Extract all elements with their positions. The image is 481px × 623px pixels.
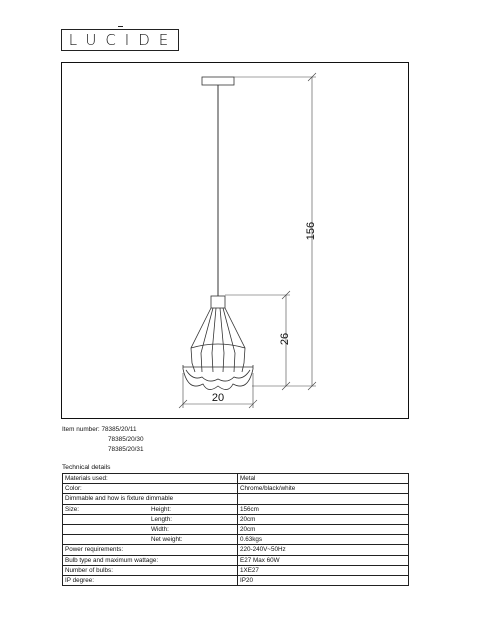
- table-row: [63, 494, 409, 504]
- table-row: [63, 555, 409, 565]
- technical-details-table: [62, 473, 409, 586]
- spec-value: IP20: [238, 575, 409, 585]
- spec-label: [63, 504, 238, 514]
- spec-label: IP degree:: [63, 575, 238, 585]
- table-row: [63, 565, 409, 575]
- lamp-holder: [211, 296, 225, 308]
- table-row: [63, 514, 409, 524]
- table-row: [63, 484, 409, 494]
- item-number-line: [62, 425, 144, 435]
- spec-value: [238, 494, 409, 504]
- dim-total-height-label: 156: [305, 221, 317, 241]
- spec-label: Power requirements:: [63, 545, 238, 555]
- table-row: [63, 535, 409, 545]
- spec-value: 156cm: [238, 504, 409, 514]
- spec-value: 220-240V~50Hz: [238, 545, 409, 555]
- spec-label: Color:: [63, 484, 238, 494]
- spec-label: Dimmable and how is fixture dimmable: [63, 494, 238, 504]
- spec-label: Bulb type and maximum wattage:: [63, 555, 238, 565]
- spec-value: Chrome/black/white: [238, 484, 409, 494]
- spec-label: Materials used:: [63, 474, 238, 484]
- spec-sub-label: Height:: [151, 505, 171, 513]
- item-number-value: 78385/20/30: [108, 436, 144, 443]
- spec-sub-label: Width:: [151, 526, 169, 534]
- spec-label: [63, 535, 238, 545]
- spec-value: 20cm: [238, 514, 409, 524]
- spec-sub-label: Length:: [151, 515, 173, 523]
- dim-width-label: 20: [211, 392, 225, 404]
- spec-label: Number of bulbs:: [63, 565, 238, 575]
- technical-drawing: [61, 62, 409, 419]
- dimension-total-height: [234, 73, 316, 390]
- table-row: [63, 575, 409, 585]
- table-row: [63, 524, 409, 534]
- lamp-drawing-svg: [62, 63, 410, 420]
- table-row: [63, 504, 409, 514]
- spec-value: 0.63kgs: [238, 535, 409, 545]
- cage-shade: [183, 308, 253, 390]
- spec-value: 1XE27: [238, 565, 409, 575]
- ceiling-canopy: [202, 77, 234, 85]
- spec-label: [63, 514, 238, 524]
- spec-sub-label: Net weight:: [151, 536, 183, 544]
- item-number-block: [62, 425, 144, 455]
- spec-value: E27 Max 60W: [238, 555, 409, 565]
- spec-group-label: Size:: [65, 505, 79, 513]
- spec-value: Metal: [238, 474, 409, 484]
- spec-value: 20cm: [238, 524, 409, 534]
- item-number-label: Item number:: [62, 426, 100, 433]
- spec-label: [63, 524, 238, 534]
- item-number-value: 78385/20/11: [101, 426, 137, 433]
- table-row: [63, 545, 409, 555]
- table-row: [63, 474, 409, 484]
- brand-logo: LUCIDE: [61, 29, 179, 51]
- item-number-value: 78385/20/31: [108, 446, 144, 453]
- dim-shade-height-label: 26: [279, 332, 291, 346]
- technical-details-title: Technical details: [62, 464, 111, 471]
